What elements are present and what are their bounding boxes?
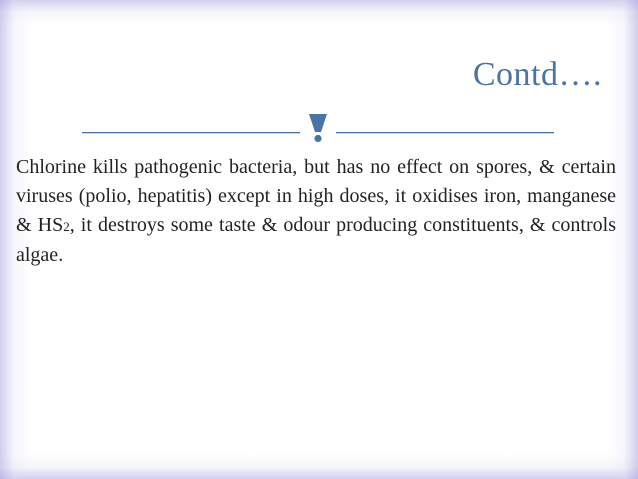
divider-line-left: [82, 132, 300, 134]
divider-line-right: [336, 132, 554, 134]
body-text-part-1: Chlorine kills pathogenic bacteria, but has no effect on spores, & certain viruses (polio, hepatitis) except in high doses, it oxidises iron, manganese & HS: [16, 156, 616, 236]
slide-title: Contd….: [472, 56, 602, 93]
slide-body-text: [16, 153, 616, 270]
exclamation-ornament-icon: [306, 112, 330, 144]
body-text-subscript: 2: [63, 219, 70, 234]
title-divider: [82, 118, 554, 148]
body-text-part-2: , it destroys some taste & odour producing constituents, & controls algae.: [16, 214, 616, 266]
